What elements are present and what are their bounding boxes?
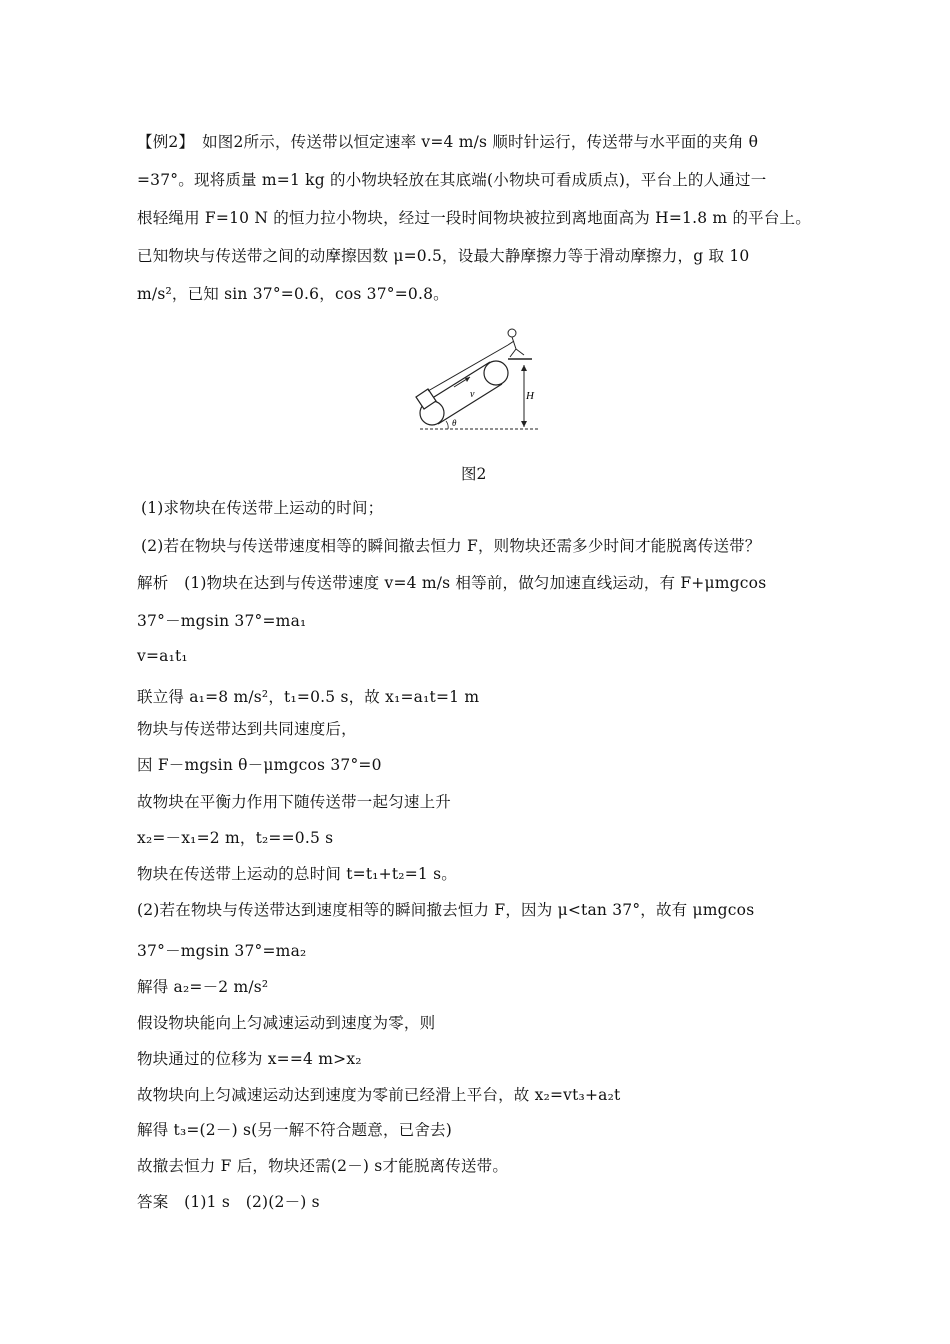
solution-line-2: 37°－mgsin 37°=ma₁	[137, 612, 307, 630]
figure-caption: 图2	[461, 465, 487, 483]
question-2: (2)若在物块与传送带速度相等的瞬间撤去恒力 F，则物块还需多少时间才能脱离传送带？	[141, 537, 761, 555]
solution-line-4: 联立得 a₁=8 m/s²，t₁=0.5 s，故 x₁=a₁t=1 m	[137, 688, 480, 706]
answer-line: 答案 (1)1 s (2)(2－) s	[137, 1193, 320, 1211]
solution-line-13: 假设物块能向上匀减速运动到速度为零，则	[137, 1014, 436, 1032]
solution-line-3: v=a₁t₁	[137, 647, 188, 665]
block	[416, 389, 436, 409]
problem-line-5: m/s²，已知 sin 37°=0.6，cos 37°=0.8。	[137, 285, 449, 303]
problem-line-1: 【例2】 如图2所示，传送带以恒定速率 v=4 m/s 顺时针运行，传送带与水平面的夹角 θ	[137, 133, 759, 151]
solution-line-6: 因 F－mgsin θ－μmgcos 37°=0	[137, 756, 382, 774]
problem-line-4: 已知物块与传送带之间的动摩擦因数 μ=0.5，设最大静摩擦力等于滑动摩擦力，g 取 10	[137, 247, 750, 265]
solution-line-9: 物块在传送带上运动的总时间 t=t₁+t₂=1 s。	[137, 865, 457, 883]
solution-line-16: 解得 t₃=(2－) s(另一解不符合题意，已舍去)	[137, 1121, 452, 1139]
label-v: v	[470, 389, 475, 400]
solution-line-15: 故物块向上匀减速运动达到速度为零前已经滑上平台，故 x₂=vt₃+a₂t	[137, 1086, 621, 1104]
solution-line-5: 物块与传送带达到共同速度后，	[137, 720, 357, 738]
solution-line-12: 解得 a₂=－2 m/s²	[137, 978, 269, 996]
label-theta: θ	[452, 418, 457, 428]
question-1: (1)求物块在传送带上运动的时间；	[141, 499, 384, 517]
solution-line-14: 物块通过的位移为 x==4 m>x₂	[137, 1050, 362, 1068]
top-roller	[484, 361, 508, 385]
person-head	[508, 329, 516, 337]
solution-line-11: 37°－mgsin 37°=ma₂	[137, 942, 307, 960]
label-H: H	[526, 390, 534, 402]
belt-top-edge	[426, 362, 490, 402]
solution-line-1: 解析 (1)物块在达到与传送带速度 v=4 m/s 相等前，做匀加速直线运动，有 F+μmgcos	[137, 574, 767, 592]
conveyor-belt-figure	[412, 325, 548, 435]
height-arrow-top	[521, 365, 527, 371]
problem-line-3: 根轻绳用 F=10 N 的恒力拉小物块，经过一段时间物块被拉到离地面高为 H=1.8 m 的平台上。	[137, 209, 811, 227]
height-arrow-bottom	[521, 421, 527, 427]
person-body	[508, 337, 524, 357]
solution-line-17: 故撤去恒力 F 后，物块还需(2－) s才能脱离传送带。	[137, 1157, 509, 1175]
theta-arc	[446, 421, 448, 429]
solution-line-10: (2)若在物块与传送带达到速度相等的瞬间撤去恒力 F，因为 μ<tan 37°，故有 μmgcos	[137, 901, 755, 919]
solution-line-7: 故物块在平衡力作用下随传送带一起匀速上升	[137, 793, 452, 811]
rope	[428, 345, 508, 391]
problem-line-2: =37°。现将质量 m=1 kg 的小物块轻放在其底端(小物块可看成质点)，平台上的人通过一	[137, 171, 767, 189]
solution-line-8: x₂=－x₁=2 m，t₂==0.5 s	[137, 829, 334, 847]
